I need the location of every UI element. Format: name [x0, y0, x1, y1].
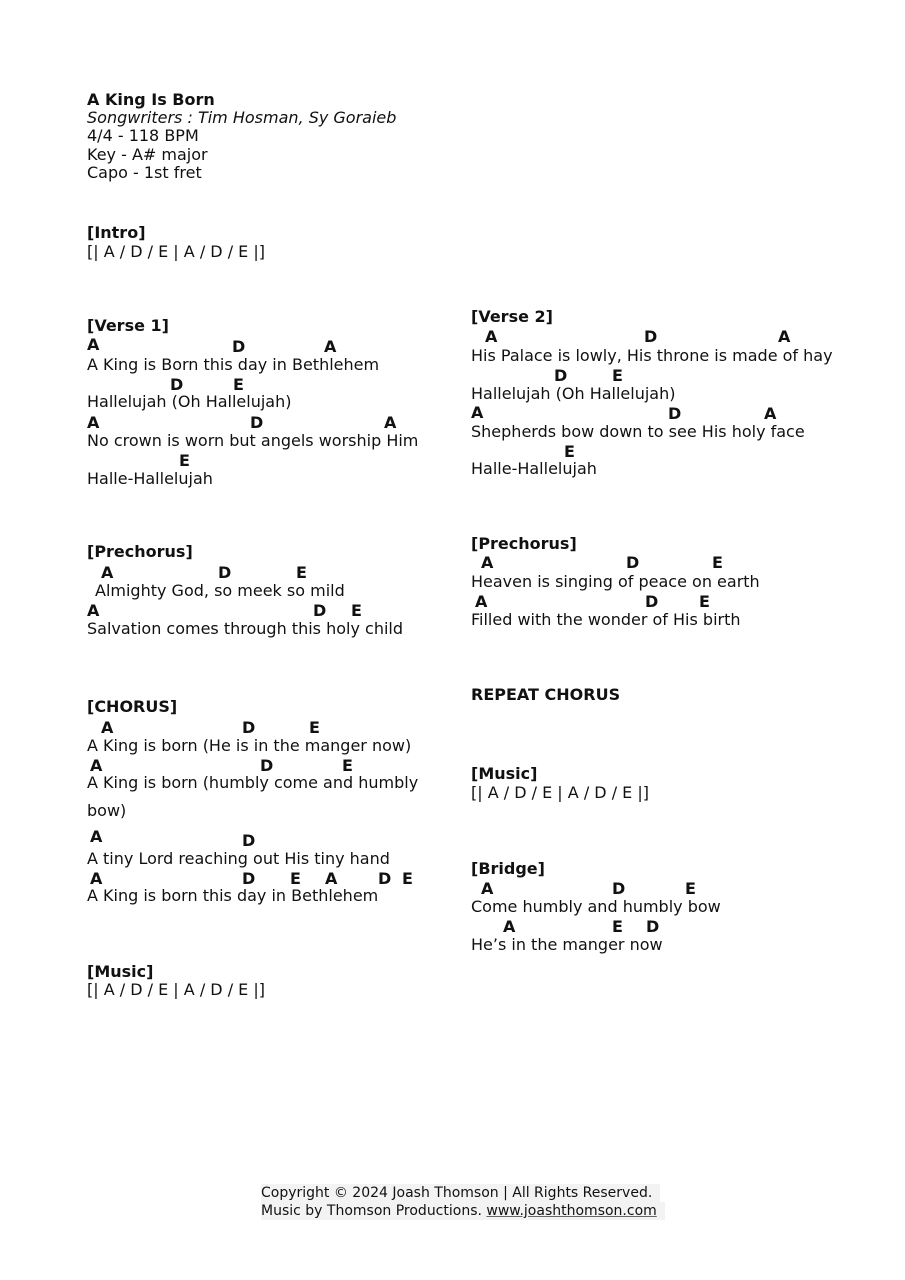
prechorus1-heading: [Prechorus] [87, 542, 193, 561]
lyric-line: Filled with the wonder of His birth [471, 610, 741, 629]
lyric-line: A tiny Lord reaching out His tiny hand [87, 849, 390, 868]
chord: A [87, 601, 100, 620]
chord: E [309, 718, 320, 737]
chord: A [481, 553, 494, 572]
lyric-line: Hallelujah (Oh Hallelujah) [87, 392, 292, 411]
chord: A [471, 403, 484, 422]
music2-heading: [Music] [471, 764, 538, 783]
chord: D [612, 879, 626, 898]
chord: D [232, 337, 246, 356]
lyric-line: Salvation comes through this holy child [87, 619, 403, 638]
chord: D [644, 327, 658, 346]
chord: D [242, 718, 256, 737]
chord: A [101, 563, 114, 582]
chord: E [685, 879, 696, 898]
chord: A [87, 335, 100, 354]
lyric-line: A King is born (humbly come and humbly [87, 773, 419, 792]
chord: A [764, 404, 777, 423]
bridge-heading: [Bridge] [471, 859, 545, 878]
music2-progression: [| A / D / E | A / D / E |] [471, 783, 649, 802]
lyric-line: A King is Born this day in Bethlehem [87, 355, 380, 374]
chord: E [712, 553, 723, 572]
chord: A [324, 337, 337, 356]
chord: E [564, 442, 575, 461]
repeat-chorus: REPEAT CHORUS [471, 685, 621, 704]
chord: D [645, 592, 659, 611]
music1-progression: [| A / D / E | A / D / E |] [87, 980, 265, 999]
chord: E [612, 366, 623, 385]
song-key: Key - A# major [87, 145, 208, 164]
music1-heading: [Music] [87, 962, 154, 981]
chord: D [646, 917, 660, 936]
chord: A [90, 869, 103, 888]
chord: A [87, 413, 100, 432]
intro-heading: [Intro] [87, 223, 146, 242]
chord: D [378, 869, 392, 888]
chord: E [296, 563, 307, 582]
chord: A [485, 327, 498, 346]
tempo: 4/4 - 118 BPM [87, 126, 199, 145]
website-link[interactable]: www.joashthomson.com [486, 1203, 657, 1219]
chord: E [351, 601, 362, 620]
lyric-line: Come humbly and humbly bow [471, 897, 721, 916]
verse1-heading: [Verse 1] [87, 316, 169, 335]
lyric-line: Halle-Hallelujah [471, 459, 597, 478]
chord: E [342, 756, 353, 775]
chord: D [554, 366, 568, 385]
chord: D [250, 413, 264, 432]
chord: D [313, 601, 327, 620]
lyric-line: Heaven is singing of peace on earth [471, 572, 760, 591]
chord: A [384, 413, 397, 432]
chord: E [612, 917, 623, 936]
chord: A [90, 756, 103, 775]
chord: E [179, 451, 190, 470]
chord: A [325, 869, 338, 888]
chord: A [503, 917, 516, 936]
chord: D [668, 404, 682, 423]
chord: A [778, 327, 791, 346]
chord: A [481, 879, 494, 898]
chord: D [218, 563, 232, 582]
footer-credit-text: Music by Thomson Productions. [261, 1203, 487, 1219]
chord: D [170, 375, 184, 394]
chorus-heading: [CHORUS] [87, 697, 178, 716]
chord: A [90, 827, 103, 846]
songwriters: Songwriters : Tim Hosman, Sy Goraieb [87, 108, 397, 127]
chord: E [233, 375, 244, 394]
prechorus2-heading: [Prechorus] [471, 534, 577, 553]
capo: Capo - 1st fret [87, 163, 202, 182]
intro-progression: [| A / D / E | A / D / E |] [87, 242, 265, 261]
lyric-line: He’s in the manger now [471, 935, 663, 954]
footer-credit [261, 1202, 665, 1220]
lyric-line: Halle-Hallelujah [87, 469, 213, 488]
lyric-line: Almighty God, so meek so mild [95, 581, 345, 600]
lyric-line: Hallelujah (Oh Hallelujah) [471, 384, 676, 403]
chord: E [402, 869, 413, 888]
song-title: A King Is Born [87, 90, 215, 109]
lyric-line: No crown is worn but angels worship Him [87, 431, 419, 450]
footer-copyright: Copyright © 2024 Joash Thomson | All Rights Reserved. [261, 1184, 660, 1202]
chord: E [699, 592, 710, 611]
lyric-line: A King is born (He is in the manger now) [87, 736, 412, 755]
lyric-line: A King is born this day in Bethlehem [87, 886, 379, 905]
chord: D [626, 553, 640, 572]
lyric-line-continued: bow) [87, 801, 127, 820]
verse2-heading: [Verse 2] [471, 307, 553, 326]
chord: D [260, 756, 274, 775]
lyric-line: Shepherds bow down to see His holy face [471, 422, 805, 441]
chord: E [290, 869, 301, 888]
chord: D [242, 869, 256, 888]
chord: A [101, 718, 114, 737]
lyric-line: His Palace is lowly, His throne is made of hay [471, 346, 833, 365]
chord: D [242, 831, 256, 850]
chord: A [475, 592, 488, 611]
